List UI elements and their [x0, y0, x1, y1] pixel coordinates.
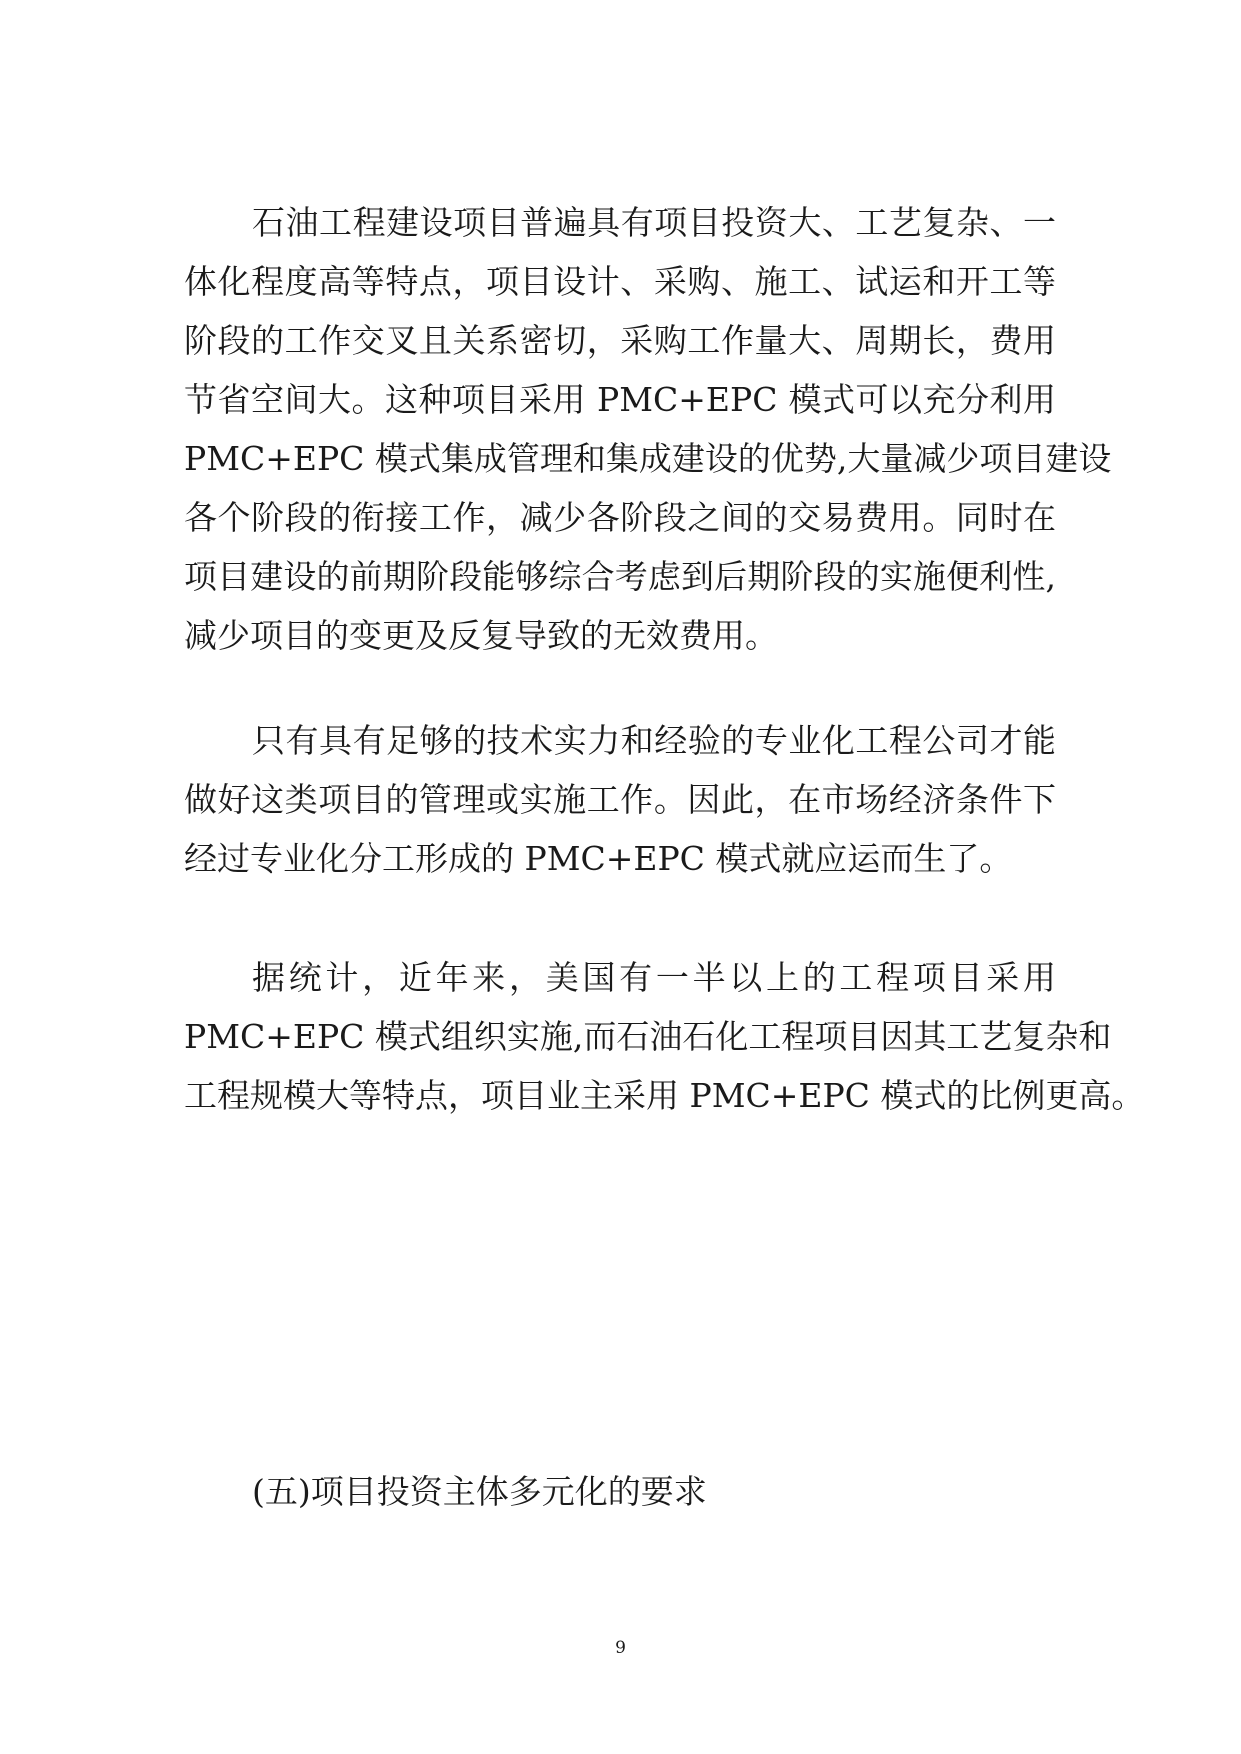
paragraph-2-line-1: 只有具有足够的技术实力和经验的专业化工程公司才能 [252, 721, 1056, 760]
paragraph-3-line-1: 据统计，近年来，美国有一半以上的工程项目采用 [252, 958, 1056, 997]
paragraph-1-line-8: 减少项目的变更及反复导致的无效费用。 [184, 616, 778, 655]
paragraph-1-line-1: 石油工程建设项目普遍具有项目投资大、工艺复杂、一 [252, 203, 1056, 242]
page-number: 9 [615, 1638, 626, 1658]
paragraph-1-line-5: PMC+EPC 模式集成管理和集成建设的优势,大量减少项目建设 [184, 439, 1112, 478]
paragraph-1-line-3: 阶段的工作交叉且关系密切，采购工作量大、周期长，费用 [184, 321, 1056, 360]
paragraph-3-line-3: 工程规模大等特点，项目业主采用 PMC+EPC 模式的比例更高。 [184, 1076, 1145, 1115]
paragraph-2-line-3: 经过专业化分工形成的 PMC+EPC 模式就应运而生了。 [184, 839, 1013, 878]
paragraph-1-line-4: 节省空间大。这种项目采用 PMC+EPC 模式可以充分利用 [184, 380, 1056, 419]
paragraph-1-line-6: 各个阶段的衔接工作，减少各阶段之间的交易费用。同时在 [184, 498, 1056, 537]
section-heading: (五)项目投资主体多元化的要求 [252, 1472, 707, 1511]
paragraph-2-line-2: 做好这类项目的管理或实施工作。因此，在市场经济条件下 [184, 780, 1056, 819]
paragraph-1-line-2: 体化程度高等特点，项目设计、采购、施工、试运和开工等 [184, 262, 1056, 301]
paragraph-3-line-2: PMC+EPC 模式组织实施,而石油石化工程项目因其工艺复杂和 [184, 1017, 1112, 1056]
paragraph-1-line-7: 项目建设的前期阶段能够综合考虑到后期阶段的实施便利性, [184, 557, 1056, 596]
